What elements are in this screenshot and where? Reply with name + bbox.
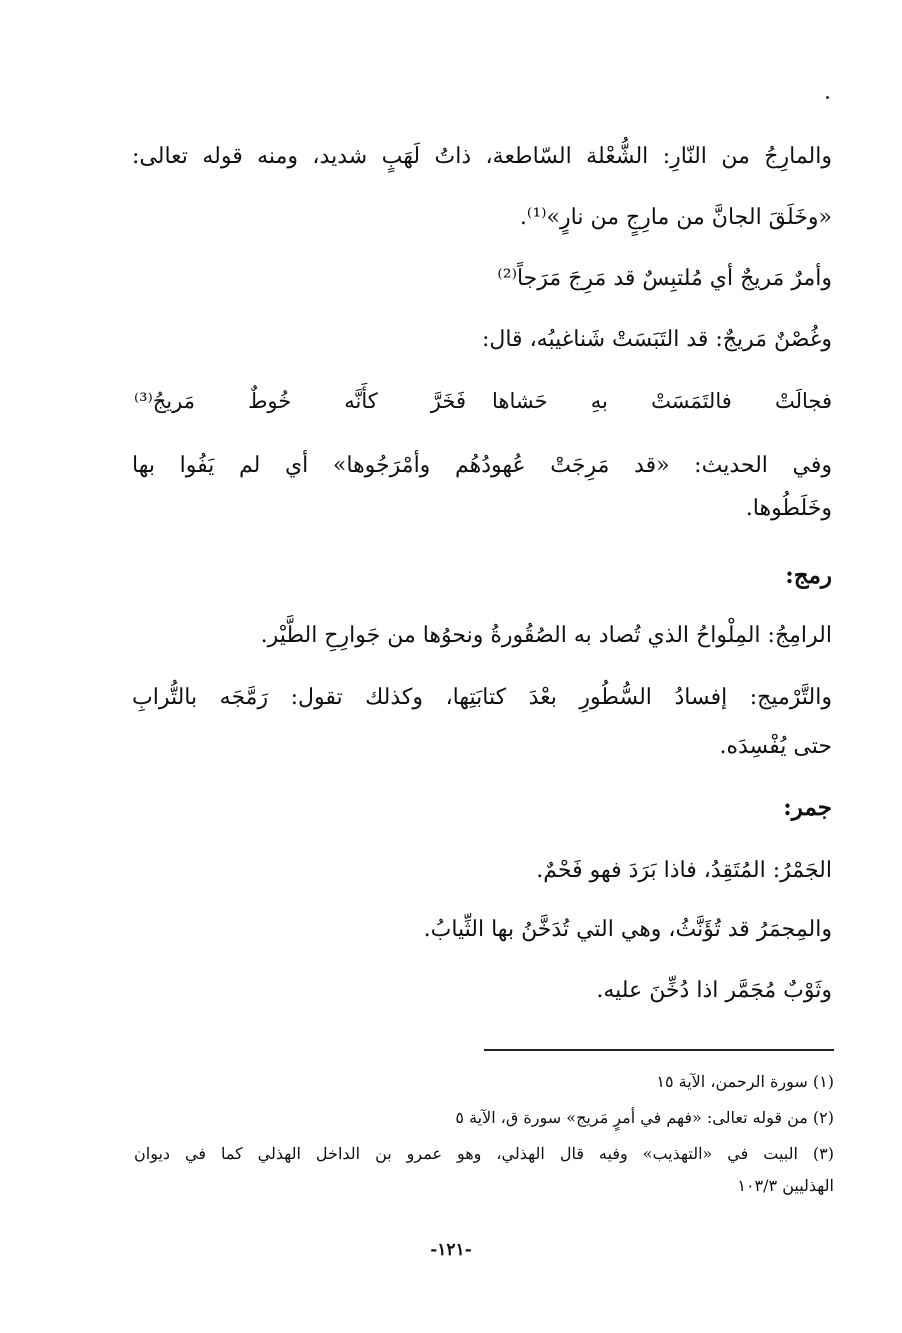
verse-first-hemistich: فجالَتْ فالتَمَسَتْ بهِ حَشاها <box>492 389 832 413</box>
entry-heading-jamr: جمر: <box>783 794 832 821</box>
text-line-10: حتى يُفْسِدَه. <box>719 734 832 759</box>
text-line-9: والتَّرْميج: إفسادُ السُّطُورِ بعْدَ كتابَتِها، وكذلك تقول: رَمَّجَه بالتُّرابِ <box>132 685 832 710</box>
footnote-separator <box>484 1049 834 1051</box>
text-line-8: الرامِجُ: المِلْواحُ الذي تُصاد به الصُقُورةُ ونحوُها من جَوارِحِ الطَّيْر. <box>260 623 832 648</box>
text-line-6: وفي الحديث: «قد مَرِجَتْ عُهودُهُم وأمْرَجُوها» أي لم يَفُوا بها <box>132 453 832 478</box>
footnote-3-line-2: الهذليين ١٠٣/٣ <box>737 1176 834 1195</box>
text-line-1: والمارِجُ من النّارِ: الشُّعْلة السّاطعة، ذاتُ لَهَبٍ شديد، ومنه قوله تعالى: <box>132 144 832 169</box>
text-line-13: وثَوْبٌ مُجَمَّر اذا دُخِّنَ عليه. <box>596 978 832 1003</box>
footnote-3-line-1: (٣) البيت في «التهذيب» وفيه قال الهذلي، وهو عمرو بن الداخل الهذلي كما في ديوان <box>134 1144 834 1163</box>
footnote-2: (٢) من قوله تعالى: «فهم في أمرٍ مَريج» سورة ق، الآية ٥ <box>455 1108 834 1127</box>
text-line-7: وخَلَطُوها. <box>745 496 832 521</box>
ink-speck <box>826 96 829 99</box>
page-number: -١٢١- <box>430 1240 472 1260</box>
text-line-3: وأمرٌ مَريجٌ أي مُلتبِسٌ قد مَرِجَ مَرَجاً⁽²⁾ <box>497 266 832 291</box>
verse-second-hemistich: فَخَرَّ كأَنَّه خُوطٌ مَريجُ⁽³⁾ <box>134 389 466 413</box>
text-line-2: «وخَلَقَ الجانَّ من مارِجٍ من نارٍ»⁽¹⁾. <box>519 205 832 230</box>
footnote-1: (١) سورة الرحمن، الآية ١٥ <box>656 1072 834 1091</box>
entry-heading-ramaj: رمج: <box>785 562 832 589</box>
text-line-12: والمِجمَرُ قد تُؤَنَّثُ، وهي التي تُدَخَّنُ بها الثِّيابُ. <box>423 917 832 942</box>
text-line-4: وغُصْنٌ مَريجٌ: قد التَبَسَتْ شَناغيبُه، قال: <box>481 327 832 352</box>
text-line-11: الجَمْرُ: المُتَقِدُ، فاذا بَرَدَ فهو فَحْمٌ. <box>536 858 832 883</box>
